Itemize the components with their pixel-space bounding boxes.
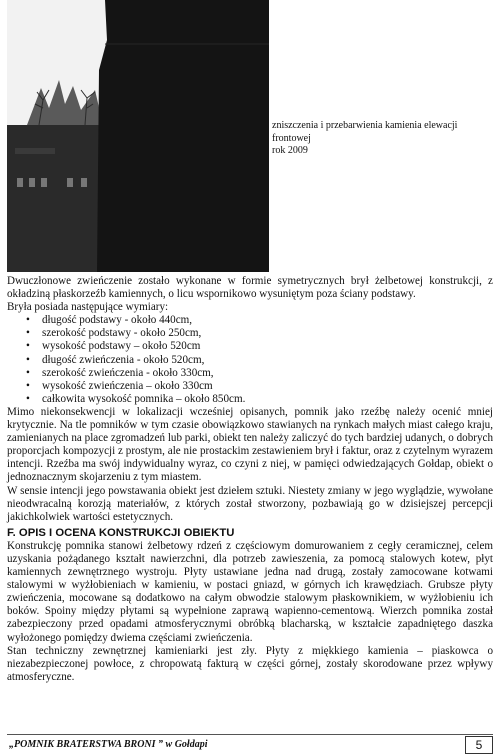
- page-footer: [7, 734, 493, 753]
- assessment-paragraph: Mimo niekonsekwencji w lokalizacji wcześniej opisanych, pomnik jako rzeźbę należy ocenić mniej krytycznie. Na tle pomników w tym czasie obowiązkowo stawianych na rynkach małych miast całego kraju, zamienianych na place zgromadzeń lub parki, obiekt ten należy zaliczyć do tych bardziej udanych, o dobrych proporcjach kompozycji z prostym, ale nie prostackim zestawieniem brył i faktur, oraz z czytelnym wyrazem intencji. Rzeźba ma swój indywidualny wyraz, co czyni z niej, w pamięci odwiedzających Gołdap, obiekt o jednoznacznym skojarzeniu z tym miastem.: [7, 405, 493, 484]
- list-item: • całkowita wysokość pomnika – około 850cm.: [42, 393, 493, 406]
- page-number: 5: [465, 736, 493, 754]
- dimensions-lead: Bryła posiada następujące wymiary:: [7, 301, 169, 314]
- condition-paragraph: Stan techniczny zewnętrznej kamieniarki jest zły. Płyty z miękkiego kamienia – piaskowca o niezabezpieczonej powłoce, z chropowatą fakturą w części górnej, zostały skorodowane przez wpływy atmosferyczne.: [7, 644, 493, 683]
- intro-paragraph: Dwuczłonowe zwieńczenie zostało wykonane w formie symetrycznych brył żelbetowej konstrukcji, z okładziną płaskorzeźb kamiennych, o licu wspornikowo wysuniętym poza ściany podstawy.: [7, 275, 493, 301]
- assessment-paragraph: W sensie intencji jego powstawania obiekt jest dziełem sztuki. Niestety zmiany w jego wyglądzie, wywołane nieodwracalną korozją materiałów, z których został stworzony, pozbawiają go w dzisiejszej percepcji jakichkolwiek wartości estetycznych.: [7, 484, 493, 523]
- construction-paragraph: Konstrukcję pomnika stanowi żelbetowy rdzeń z częściowym domurowaniem z cegły ceramicznej, celem uzyskania pożądanego kształt nawierzchni, dla potrzeb zawieszenia, za pomocą stalowych kotew, płyt kamiennych zewnętrznego wystroju. Płyty ustawiane jedna nad drugą, zostały zamocowane kotwami stalowymi w wyżłobieniach w kamieniu, w postaci gniazd, w górnych ich krawędziach. Grubsze płyty zwieńczenia, mocowane są dodatkowo na całym obwodzie stalowym płaskownikiem, w wyżłobieniu ich boków. Spoiny między płytami są wypełnione zaprawą wapienno-cementową. Wierzch pomnika został zabezpieczony przed opadami atmosferycznymi obróbką blacharską, w kształcie zapadniętego daszka wyłożonego pomiędzy dwiema częściami zwieńczenia.: [7, 539, 493, 644]
- dimensions-list: [7, 314, 493, 406]
- caption-line: frontowej: [272, 132, 311, 144]
- caption-line: rok 2009: [272, 145, 308, 156]
- section-heading: F. OPIS I OCENA KONSTRUKCJI OBIEKTU: [7, 526, 235, 539]
- monument-photo: [7, 0, 269, 272]
- list-item: • szerokość podstawy - około 250cm,: [42, 327, 493, 340]
- list-item: • wysokość zwieńczenia – około 330cm: [42, 380, 493, 393]
- photo-caption: [272, 120, 472, 158]
- monument-photo-image: [7, 0, 269, 272]
- list-item: • długość zwieńczenia - około 520cm,: [42, 354, 493, 367]
- caption-line: zniszczenia i przebarwienia kamienia elewacji: [272, 120, 458, 131]
- list-item: • długość podstawy - około 440cm,: [42, 314, 493, 327]
- list-item: • szerokość zwieńczenia - około 330cm,: [42, 367, 493, 380]
- document-body: [7, 275, 493, 684]
- footer-title: „POMNIK BRATERSTWA BRONI ” w Gołdapi: [9, 739, 208, 750]
- list-item: • wysokość podstawy – około 520cm: [42, 340, 493, 353]
